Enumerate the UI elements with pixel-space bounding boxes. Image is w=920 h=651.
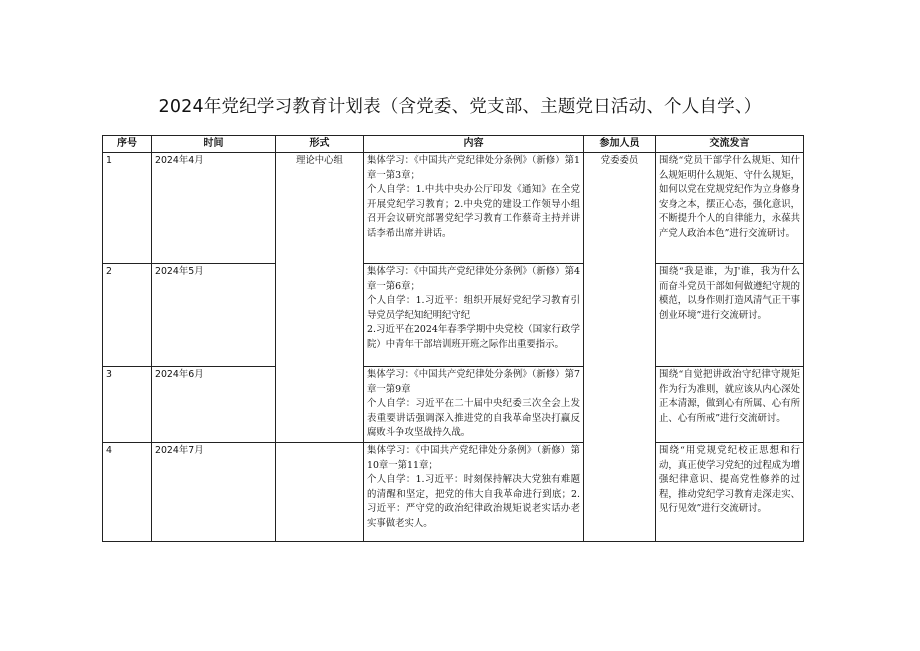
header-time: 时间: [152, 136, 276, 153]
table-row: [103, 443, 804, 542]
row-discussion: 围绕“党员干部学什么规矩、知什么规矩明什么规矩、守什么规矩，如何以党在党规党纪作为立身修身安身之本，摆正心态，强化意识，不断提升个人的自律能力，永葆共产党人政治本色”进行交流研讨。: [656, 153, 804, 264]
form-merged-cell: 理论中心组: [276, 153, 364, 443]
row-content: 集体学习：《中国共产党纪律处分条例》（新修）第7章一第9章 个人自学：习近平在二十届中央纪委三次全会上发表重要讲话强调深入推进党的自我革命坚决打赢反腐败斗争攻坚战持久战。: [364, 367, 584, 443]
row-content: 集体学习：《中国共产党纪律处分条例》（新修）第4章一第6章； 个人自学：1.习近平：组织开展好党纪学习教育引导党员学纪知纪明纪守纪 2.习近平在2024年春季学期中央党校（国家行政学院）中青年干部培训班开班之际作出重要指示。: [364, 264, 584, 367]
row-content: 集体学习：《中国共产党纪律处分条例》（新修）第1章一第3章； 个人自学：1.中共中央办公厅印发《通知》在全党开展党纪学习教育；2.中央党的建设工作领导小组召开会议研究部署党纪学习教育工作蔡奇主持并讲话李希出席并讲话。: [364, 153, 584, 264]
header-participants: 参加人员: [584, 136, 656, 153]
page-title: 2024年党纪学习教育计划表（含党委、党支部、主题党日活动、个人自学、）: [158, 97, 762, 117]
participants-merged-cell: 党委委员: [584, 153, 656, 542]
row-form: [276, 443, 364, 542]
table-header-row: [103, 136, 804, 153]
header-form: 形式: [276, 136, 364, 153]
row-time: 2024年7月: [152, 443, 276, 542]
row-content: 集体学习：《中国共产党纪律处分条例》（新修）第10章一第11章； 个人自学：1.习近平：时刻保持解决大党独有难题的清醒和坚定，把党的伟大自我革命进行到底；2.习近平：严守党的政治纪律政治规矩说老实话办老实事做老实人。: [364, 443, 584, 542]
row-number: 1: [103, 153, 152, 264]
table-row: [103, 264, 804, 367]
row-discussion: 围绕“我是谁，为J'谁，我为什么而奋斗党员干部如何做遵纪守规的模范，以身作则打造风清气正干事创业环境”进行交流研讨。: [656, 264, 804, 367]
row-discussion: 围绕“用党规党纪校正思想和行动，真正使学习党纪的过程成为增强纪律意识、提高党性修养的过程，推动党纪学习教育走深走实、见行见效”进行交流研讨。: [656, 443, 804, 542]
header-no: 序号: [103, 136, 152, 153]
row-number: 2: [103, 264, 152, 367]
row-number: 4: [103, 443, 152, 542]
header-discussion: 交流发言: [656, 136, 804, 153]
table-row: [103, 153, 804, 264]
study-plan-table: [102, 135, 804, 542]
table-row: [103, 367, 804, 443]
row-time: 2024年6月: [152, 367, 276, 443]
row-number: 3: [103, 367, 152, 443]
row-time: 2024年5月: [152, 264, 276, 367]
row-discussion: 围绕“自觉把讲政治守纪律守规矩作为行为准则，就应该从内心深处正本清源，做到心有所属、心有所止、心有所戒”进行交流研讨。: [656, 367, 804, 443]
header-content: 内容: [364, 136, 584, 153]
row-time: 2024年4月: [152, 153, 276, 264]
